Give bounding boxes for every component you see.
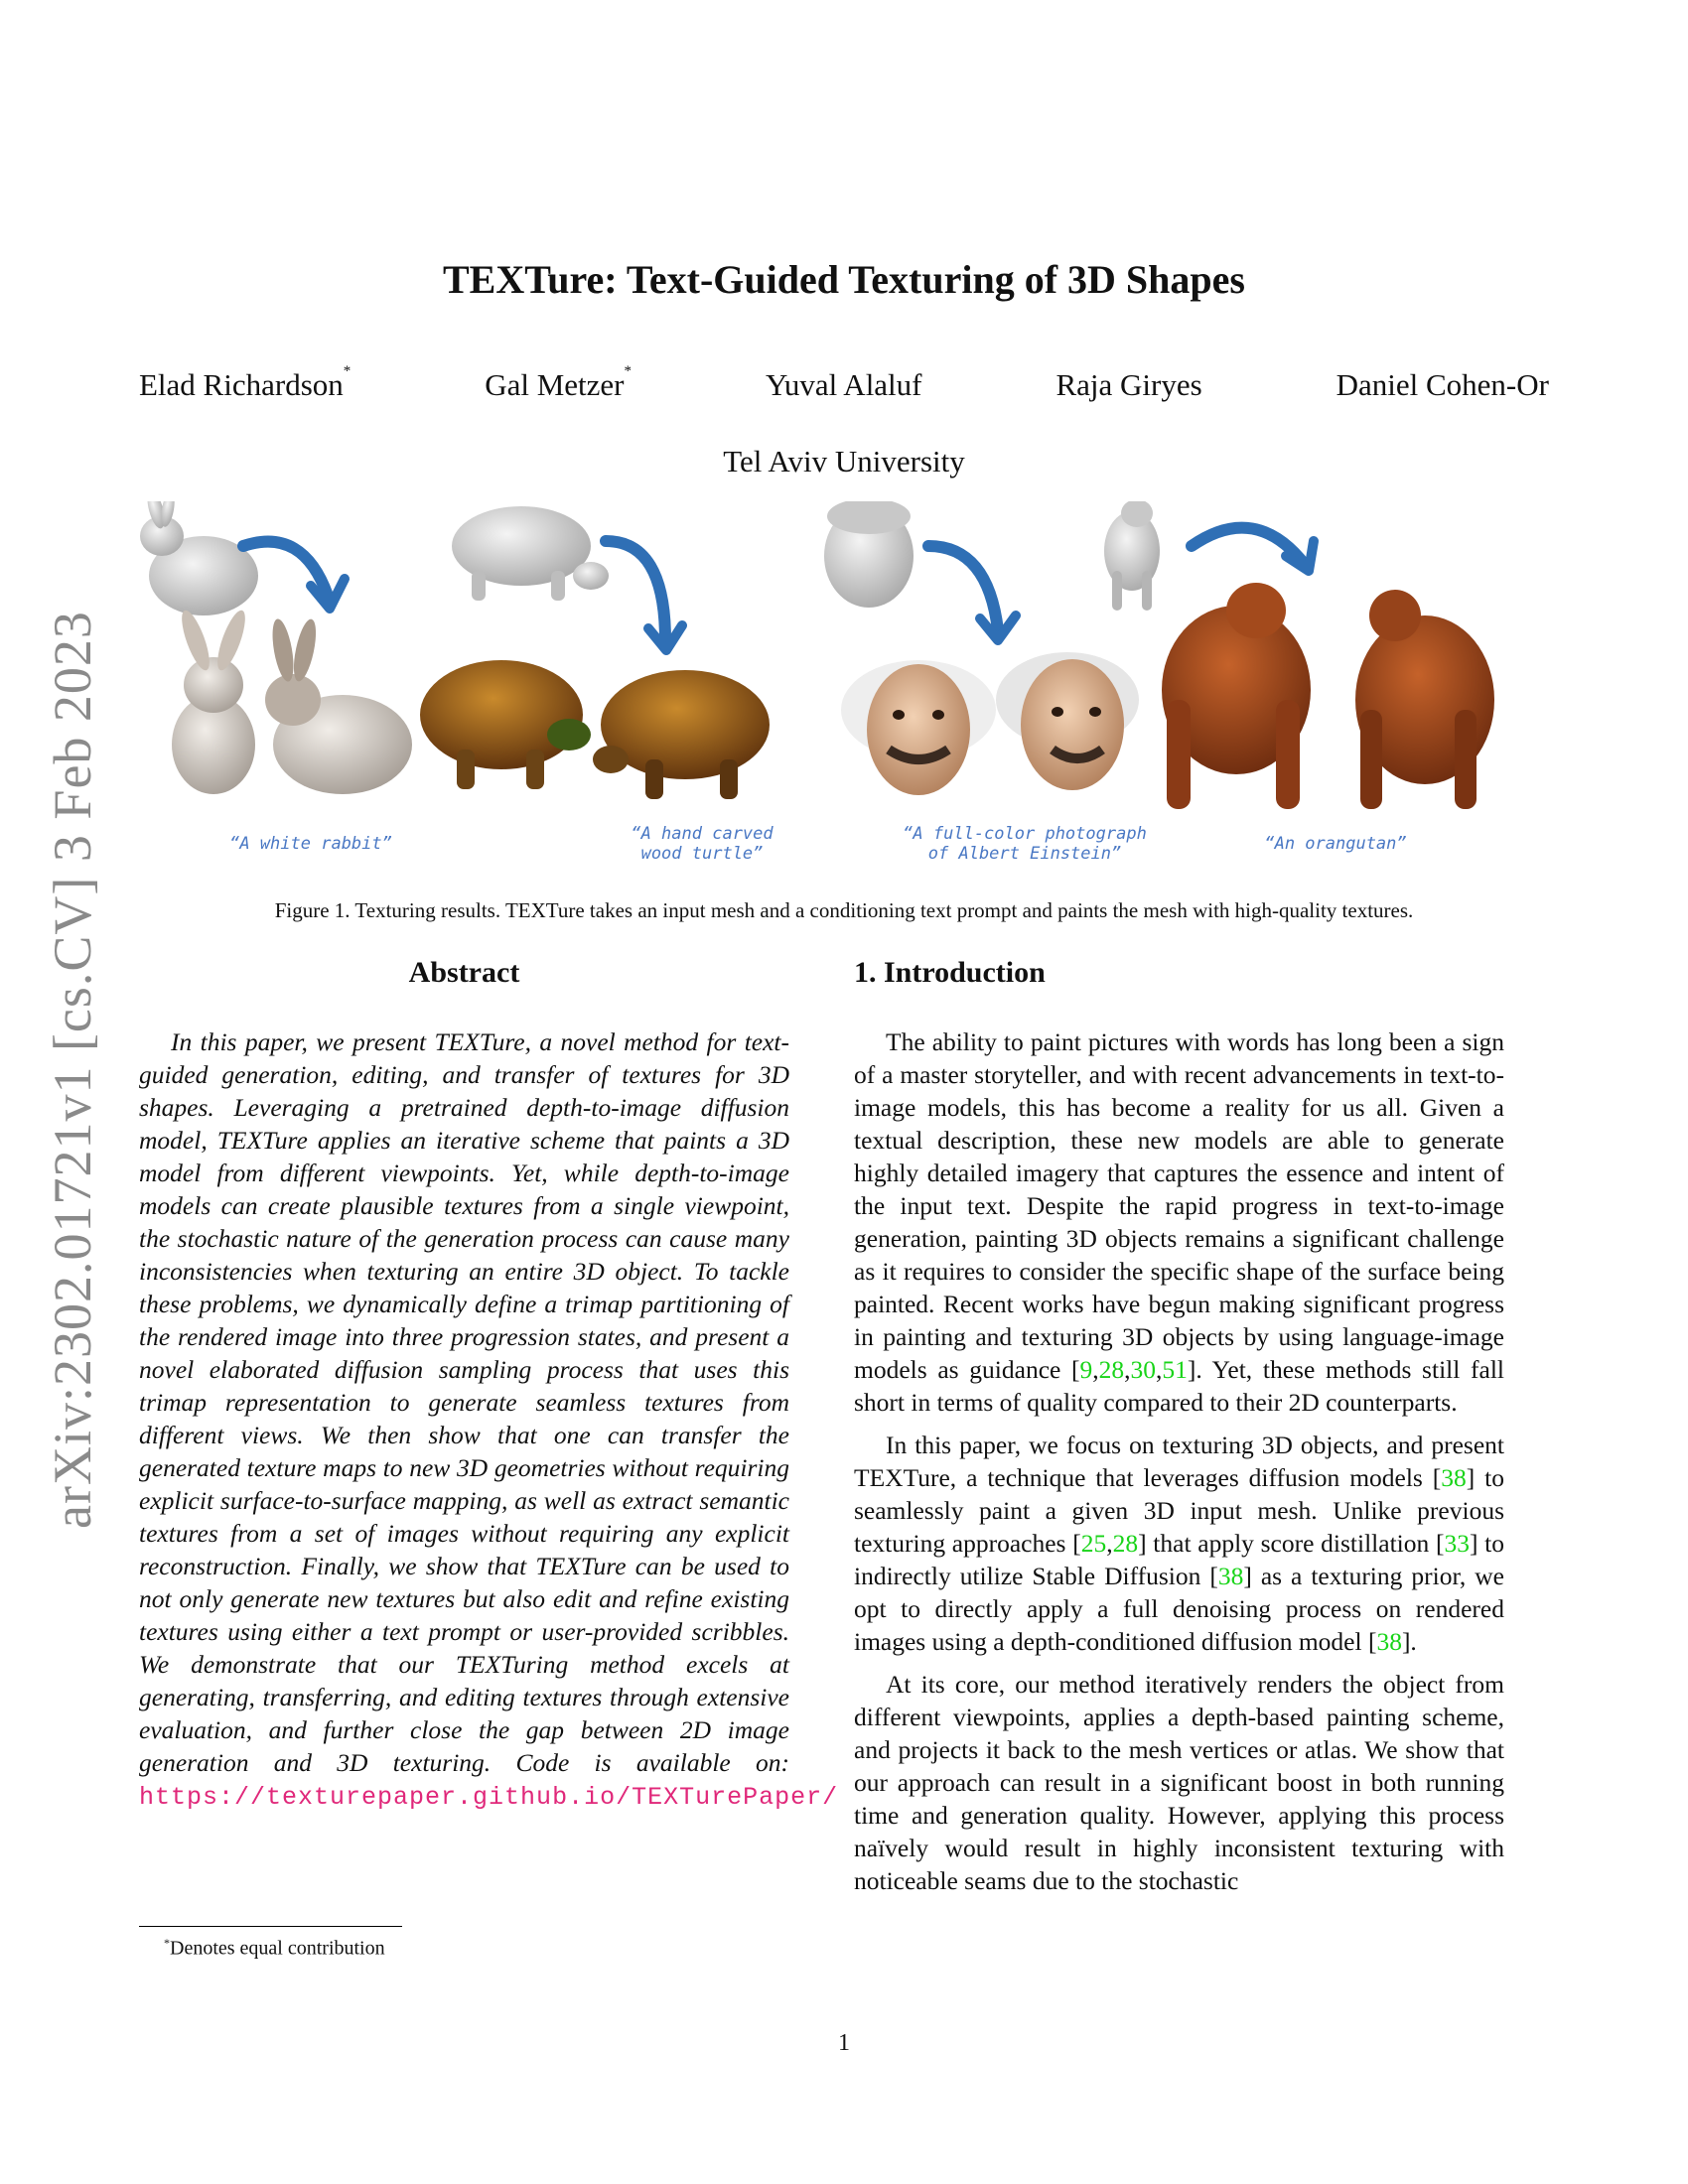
citation-link[interactable]: 9: [1079, 1355, 1093, 1384]
intro-paragraph-2: In this paper, we focus on texturing 3D objects, and present TEXTure, a technique that leverages diffusion models [38] to seamlessly paint a given 3D input mesh. Unlike previous texturing approaches [25,28] that apply score distillation [33] to indirectly utilize Stable Diffusion [38] as a texturing prior, we opt to directly apply a full denoising process on rendered images using a depth-conditioned diffusion model [38].: [854, 1431, 1505, 1656]
teaser-figure: [134, 501, 1544, 869]
author-2: Gal Metzer*: [485, 363, 632, 402]
arxiv-stamp: arXiv:2302.01721v1 [cs.CV] 3 Feb 2023: [43, 611, 102, 1529]
arrow-einstein: [928, 546, 998, 630]
arrow-turtle: [606, 541, 665, 640]
page-number: 1: [838, 2030, 850, 2056]
abstract-heading: Abstract: [408, 956, 520, 989]
einstein-textured-side: [996, 652, 1139, 790]
citation-link[interactable]: 25: [1080, 1529, 1107, 1558]
prompt-turtle-line1: “A hand carved: [631, 824, 774, 844]
abstract-text: In this paper, we present TEXTure, a novel method for text-guided generation, editing, and transfer of textures for 3D shapes. Leveraging a pretrained depth-to-image diffusion model, TEXTure applies an iterative scheme that paints a 3D model from different viewpoints. Yet, while depth-to-image models can create plausible textures from a single viewpoint, the stochastic nature of the generation process can cause many inconsistencies when texturing an entire 3D object. To tackle these problems, we dynamically define a trimap partitioning of the rendered image into three progression states, and present a novel elaborated diffusion sampling process that uses this trimap representation to generate seamless textures from different views. We then show that one can transfer the generated texture maps to new 3D geometries without requiring explicit surface-to-surface mapping, as well as extract semantic textures from a set of images without requiring any explicit reconstruction. Finally, we show that TEXTure can be used to not only generate new textures but also edit and refine existing textures using either a text prompt or user-provided scribbles. We demonstrate that our TEXTuring method excels at generating, transferring, and editing textures through extensive evaluation, and further close the gap between 2D image generation and 3D texturing. Code is available on:: [139, 1027, 789, 1777]
prompt-einstein-line1: “A full-color photograph: [903, 824, 1147, 844]
turtle-textured-front: [420, 660, 591, 789]
turtle-textured-side: [593, 670, 770, 799]
rabbit-textured-side: [265, 617, 412, 794]
citation-link[interactable]: 33: [1444, 1529, 1470, 1558]
rabbit-textured-front: [172, 608, 255, 794]
figure-caption: Figure 1. Texturing results. TEXTure takes an input mesh and a conditioning text prompt and paints the mesh with high-quality textures.: [274, 898, 1414, 922]
orangutan-textured-front: [1162, 583, 1311, 809]
introduction-body: [854, 1025, 1504, 1907]
prompt-einstein-line2: of Albert Einstein”: [927, 844, 1122, 864]
turtle-mesh: [452, 506, 609, 601]
einstein-mesh: [824, 501, 914, 608]
prompt-rabbit: “A white rabbit”: [229, 834, 392, 854]
citation-link[interactable]: 28: [1098, 1355, 1125, 1384]
citation-link[interactable]: 38: [1217, 1562, 1244, 1590]
author-list: [139, 363, 1549, 403]
citation-link[interactable]: 38: [1441, 1463, 1467, 1492]
author-3: Yuval Alaluf: [765, 367, 922, 402]
author-4: Raja Giryes: [1055, 367, 1202, 402]
abstract-body: [139, 1025, 839, 1814]
section-heading-introduction: 1. Introduction: [854, 956, 1046, 989]
project-url-link[interactable]: https://texturepaper.github.io/TEXTurePaper/: [139, 1783, 839, 1812]
intro-paragraph-1: The ability to paint pictures with words has long been a sign of a master storyteller, and with recent advancements in text-to-image models, this has become a reality for us all. Given a textual description, these new models are able to generate highly detailed imagery that captures the essence and intent of the input text. Despite the rapid progress in text-to-image generation, painting 3D objects remains a significant challenge as it requires to consider the specific shape of the surface being painted. Recent works have begun making significant progress in painting and texturing 3D objects by using language-image models as guidance [9,28,30,51]. Yet, these methods still fall short in terms of quality compared to their 2D counterparts.: [854, 1027, 1505, 1417]
intro-paragraph-3: At its core, our method iteratively renders the object from different viewpoints, applies a depth-based painting scheme, and projects it back to the mesh vertices or atlas. We show that our approach can result in a significant boost in both running time and generation quality. However, applying this process naïvely would result in highly inconsistent texturing with noticeable seams due to the stochastic: [854, 1670, 1504, 1895]
citation-link[interactable]: 28: [1112, 1529, 1139, 1558]
footnote: *Denotes equal contribution: [164, 1936, 385, 1960]
citation-link[interactable]: 51: [1162, 1355, 1188, 1384]
einstein-textured-front: [841, 660, 996, 795]
affiliation: Tel Aviv University: [723, 444, 965, 478]
orangutan-mesh: [1104, 501, 1160, 611]
paper-title: TEXTure: Text-Guided Texturing of 3D Shapes: [443, 257, 1245, 302]
author-1: Elad Richardson*: [139, 363, 352, 402]
citation-link[interactable]: 38: [1376, 1627, 1402, 1656]
prompt-turtle-line2: wood turtle”: [640, 844, 764, 864]
citation-link[interactable]: 30: [1130, 1355, 1157, 1384]
rabbit-mesh: [140, 501, 258, 615]
author-5: Daniel Cohen-Or: [1336, 367, 1549, 402]
orangutan-textured-side: [1355, 590, 1494, 809]
footnote-rule: [139, 1926, 402, 1927]
prompt-orangutan: “An orangutan”: [1264, 834, 1407, 854]
